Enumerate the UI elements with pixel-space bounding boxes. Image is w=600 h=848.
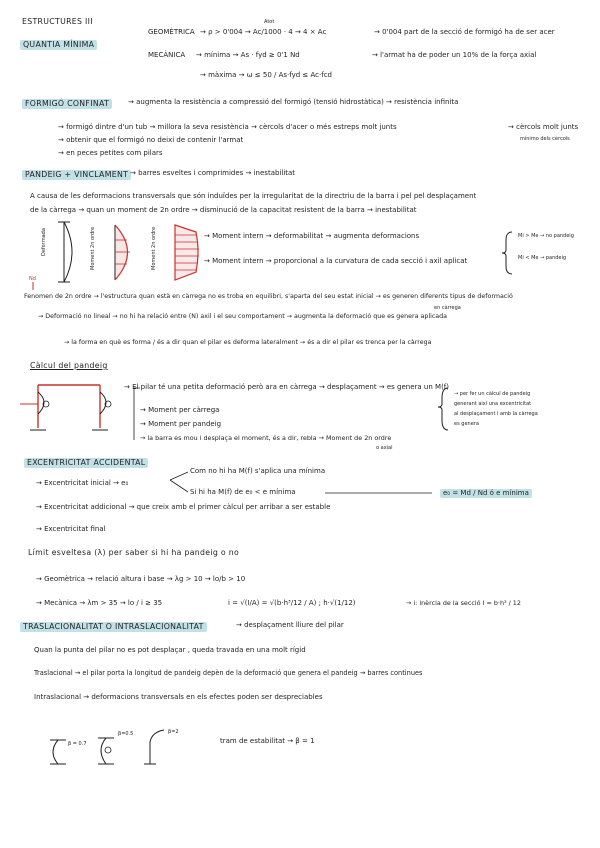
excentricitat-branch2: Si hi ha M(f) de e₀ < e mínima: [190, 488, 296, 496]
calcul-line1: → El pilar té una petita deformació però ara en càrrega → desplaçament → es genera un M(f): [124, 383, 450, 391]
esveltesa-mec-tail: → i: inèrcia de la secció I = b·h³ / 12: [406, 599, 521, 607]
confinat-line3: → obtenir que el formigó no deixi de contenir l'armat: [58, 136, 244, 144]
calcul-item1: → Moment per càrrega: [140, 406, 220, 414]
pandeig-para2: de la càrrega → quan un moment de 2n ordre → disminució de la capacitat resistent de la barra → inestabilitat: [30, 206, 417, 214]
traslacionalitat-line1: Quan la punta del pilar no es pot desplaçar , queda travada en una molt rígid: [34, 646, 306, 654]
pandeig-bracket1: Mi > Me → no pandeig: [518, 233, 574, 239]
pandeig-right-label: Moment 2n ordre: [151, 226, 157, 270]
pandeig-arrow2: → Moment intern → proporcional a la curvatura de cada secció i axil aplicat: [204, 257, 468, 265]
fenomen-line2: → Deformació no lineal → no hi ha relació entre (N) axil i el seu comportament → augmenta la deformació que es genera aplicada: [38, 313, 447, 320]
traslacionalitat-line3: Intraslacional → deformacions transversals en els efectes poden ser despreciables: [34, 693, 323, 701]
confinat-line2: → formigó dintre d'un tub → millora la seva resistència → cèrcols d'acer o més estreps molt junts: [58, 123, 397, 131]
esveltesa-mec: → Mecànica → λm > 35 → lo / i ≥ 35: [36, 599, 163, 607]
fenomen-line1: Fenomen de 2n ordre → l'estructura quan està en càrrega no es troba en equilibri, s'aparta del seu estat inicial → es generen diferents tipus de deformació: [24, 293, 513, 300]
calcul-side1: → per fer un càlcul de pandeig: [454, 391, 531, 397]
section-heading-esveltesa: Límit esveltesa (λ) per saber si hi ha pandeig o no: [28, 548, 240, 557]
pandeig-heading-tail: → barres esveltes i comprimides → inestabilitat: [130, 169, 296, 177]
section-heading-quantia: QUANTIA MÍNIMA: [20, 40, 97, 50]
calcul-side3: al desplaçament i amb la càrrega: [454, 411, 538, 417]
confinat-line3-side: mínimo dels cèrcols: [520, 136, 570, 142]
confinat-line4: → en peces petites com pilars: [58, 149, 163, 157]
fenomen-line3: → la forma en què es forma / és a dir quan el pilar es deforma lateralment → és a dir el pilar es trenca per la càrrega: [64, 339, 432, 346]
section-heading-traslacionalitat: TRASLACIONALITAT O INTRASLACIONALITAT: [20, 622, 207, 632]
pandeig-para1: A causa de les deformacions transversals que són induïdes per la irregularitat de la directriu de la barra i pel pel desplaçament: [30, 192, 477, 200]
traslacionalitat-line2: Traslacional → el pilar porta la longitud de pandeig depèn de la deformació que genera el pandeig → barres continues: [34, 669, 423, 677]
mec-note: → l'armat ha de poder un 10% de la força axial: [372, 51, 537, 59]
excentricitat-line1: → Excentricitat inicial → e₀: [36, 479, 129, 487]
beta-1: β = 0.7: [68, 741, 87, 747]
geo-formula-top: Atot: [264, 19, 275, 25]
beta-3: β=2: [168, 729, 179, 735]
esveltesa-mec-formula: i = √(I/A) = √(b·h³/12 / A) ; h·√(1/12): [228, 599, 356, 607]
calcul-side2: generant així una excentricitat: [454, 401, 532, 407]
excentricitat-line2: → Excentricitat addicional → que creix amb el primer càlcul per arribar a ser estable: [36, 503, 331, 511]
fenomen-line2-b: en càrrega: [434, 305, 461, 311]
traslacionalitat-tail: tram de estabilitat → β = 1: [220, 737, 315, 745]
pandeig-mid-label: Moment 2n ordre: [90, 226, 96, 270]
calcul-item3-b: o axial: [376, 445, 393, 451]
confinat-line2-side: → cèrcols molt junts: [508, 123, 579, 131]
excentricitat-result: e₀ = Md / Nd ó e mínima: [440, 489, 532, 498]
esveltesa-geo: → Geomètrica → relació altura i base → λg > 10 → lo/b > 10: [36, 575, 246, 583]
section-heading-confinat: FORMIGÓ CONFINAT: [22, 99, 112, 109]
section-heading-pandeig: PANDEIG + VINCLAMENT: [22, 170, 131, 180]
confinat-line1: → augmenta la resistència a compressió del formigó (tensió hidrostàtica) → resistència infinita: [128, 98, 459, 106]
calcul-item2: → Moment per pandeig: [140, 420, 222, 428]
section-heading-excentricitat: EXCENTRICITAT ACCIDENTAL: [24, 458, 148, 468]
calcul-item3: → la barra es mou i desplaça el moment, és a dir, rebla → Moment de 2n ordre: [140, 434, 392, 442]
mec-line2: → màxima → ω ≤ 50 / As·fyd ≤ Ac·fcd: [200, 71, 333, 79]
beta-2: β=0.5: [118, 731, 134, 737]
calcul-side4: es genera: [454, 421, 479, 427]
geo-formula: → ρ > 0'004 → Ac/1000 · 4 → 4 × Ac: [200, 28, 327, 36]
pandeig-arrow1: → Moment intern → deformabilitat → augmenta deformacions: [204, 232, 420, 240]
pandeig-left-label: Deformada: [41, 228, 47, 256]
geo-label: GEOMÈTRICA: [148, 28, 195, 36]
mec-formula: → mínima → As · fyd ≥ 0'1 Nd: [196, 51, 300, 59]
excentricitat-line3: → Excentricitat final: [36, 525, 106, 533]
mec-label: MECÀNICA: [148, 51, 186, 59]
section-heading-calcul: Càlcul del pandeig: [30, 361, 108, 370]
page-title: ESTRUCTURES III: [22, 17, 93, 26]
excentricitat-branch1: Com no hi ha M(f) s'aplica una mínima: [190, 467, 326, 475]
traslacionalitat-heading-tail: → desplaçament lliure del pilar: [236, 621, 344, 629]
pandeig-bracket2: Mi < Me → pandeig: [518, 255, 567, 261]
geo-note: → 0'004 part de la secció de formigó ha de ser acer: [374, 28, 555, 36]
pandeig-marker: Nd: [29, 276, 36, 282]
